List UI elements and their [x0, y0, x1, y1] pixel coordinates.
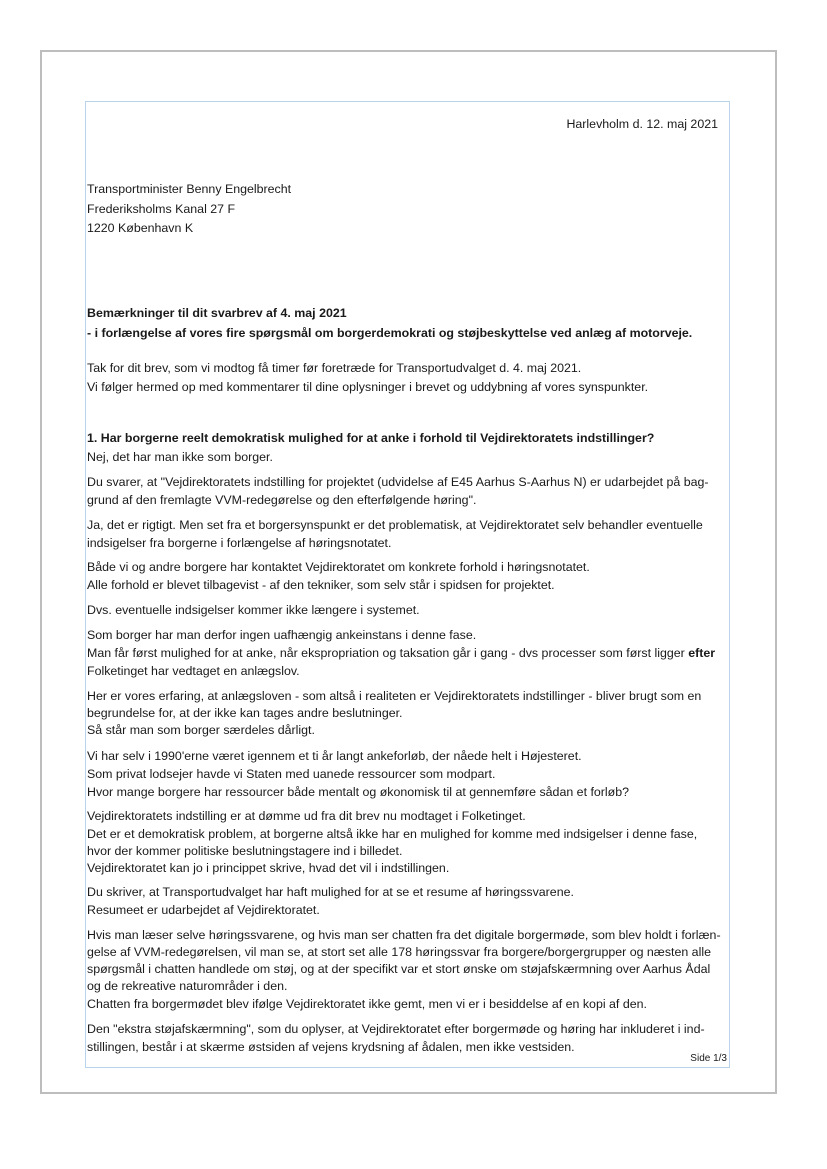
date-line: Harlevholm d. 12. maj 2021	[566, 117, 718, 131]
section-heading: 1. Har borgerne reelt demokratisk mulighed for at anke i forhold til Vejdirektoratets indstillinger?	[87, 431, 655, 445]
paragraph-6-line-2-text: Man får først mulighed for at anke, når ekspropriation og taksation går i gang - dvs processer som først ligger	[87, 646, 689, 660]
paragraph-5: Dvs. eventuelle indsigelser kommer ikke længere i systemet.	[87, 603, 420, 617]
paragraph-6-line-3: Folketinget har vedtaget en anlægslov.	[87, 664, 300, 678]
paragraph-8-line-3: Hvor mange borgere har ressourcer både mentalt og økonomisk til at gennemføre sådan et forløb?	[87, 785, 630, 799]
paragraph-4-line-2: Alle forhold er blevet tilbagevist - af den tekniker, som selv står i spidsen for projektet.	[87, 578, 555, 592]
paragraph-12-line-2: stillingen, består i at skærme østsiden af vejens krydsning af ådalen, men ikke vestsiden.	[87, 1040, 575, 1054]
paragraph-9-line-4: Vejdirektoratet kan jo i princippet skrive, hvad det vil i indstillingen.	[87, 861, 450, 875]
paragraph-11-line-2: gelse af VVM-redegørelsen, vil man se, at stort set alle 178 høringssvar fra borgere/borgergrupper og næsten alle	[87, 945, 711, 959]
recipient-city: 1220 København K	[87, 221, 194, 235]
paragraph-9-line-3: hvor der kommer politiske beslutningstagere ind i billedet.	[87, 844, 403, 858]
paragraph-12-line-1: Den "ekstra støjafskærmning", som du oplyser, at Vejdirektoratet efter borgermøde og høring har inkluderet i ind-	[87, 1022, 705, 1036]
intro-line-1: Tak for dit brev, som vi modtog få timer før foretræde for Transportudvalget d. 4. maj 2021.	[87, 361, 582, 375]
paragraph-11-line-5: Chatten fra borgermødet blev ifølge Vejdirektoratet ikke gemt, men vi er i besiddelse af en kopi af den.	[87, 997, 647, 1011]
intro-line-2: Vi følger hermed op med kommentarer til dine oplysninger i brevet og uddybning af vores synspunkter.	[87, 380, 649, 394]
paragraph-7-line-3: Så står man som borger særdeles dårligt.	[87, 723, 315, 737]
paragraph-7-line-1: Her er vores erfaring, at anlægsloven - som altså i realiteten er Vejdirektoratets indstillinger - bliver brugt som en	[87, 689, 702, 703]
subject-line-2: - i forlængelse af vores fire spørgsmål om borgerdemokrati og støjbeskyttelse ved anlæg af motorveje.	[87, 326, 693, 340]
page-number: Side 1/3	[690, 1053, 727, 1064]
paragraph-2-line-2: grund af den fremlagte VVM-redegørelse og den efterfølgende høring".	[87, 493, 477, 507]
paragraph-11-line-3: spørgsmål i chatten handlede om støj, og at der specifikt var et stort ønske om støjafskærmning over Aarhus Ådal	[87, 962, 711, 976]
paragraph-1: Nej, det har man ikke som borger.	[87, 450, 273, 464]
paragraph-8-line-2: Som privat lodsejer havde vi Staten med uanede ressourcer som modpart.	[87, 767, 496, 781]
paragraph-11-line-1: Hvis man læser selve høringssvarene, og hvis man ser chatten fra det digitale borgermøde, som blev holdt i forlæn-	[87, 928, 721, 942]
recipient-street: Frederiksholms Kanal 27 F	[87, 202, 236, 216]
paragraph-4-line-1: Både vi og andre borgere har kontaktet Vejdirektoratet om konkrete forhold i høringsnotatet.	[87, 560, 590, 574]
paragraph-8-line-1: Vi har selv i 1990'erne været igennem et ti år langt ankeforløb, der nåede helt i Højesteret.	[87, 749, 582, 763]
paragraph-6-line-1: Som borger har man derfor ingen uafhængig ankeinstans i denne fase.	[87, 628, 477, 642]
paragraph-10-line-1: Du skriver, at Transportudvalget har haft mulighed for at se et resume af høringssvarene.	[87, 885, 574, 899]
paragraph-10-line-2: Resumeet er udarbejdet af Vejdirektoratet.	[87, 903, 320, 917]
paragraph-9-line-1: Vejdirektoratets indstilling er at dømme ud fra dit brev nu modtaget i Folketinget.	[87, 809, 526, 823]
recipient-name: Transportminister Benny Engelbrecht	[87, 182, 292, 196]
emphasis-after: efter	[688, 646, 716, 660]
paragraph-3-line-1: Ja, det er rigtigt. Men set fra et borgersynspunkt er det problematisk, at Vejdirektoratet selv behandler eventuelle	[87, 518, 703, 532]
paragraph-6-line-2	[87, 645, 715, 662]
paragraph-3-line-2: indsigelser fra borgerne i forlængelse af høringsnotatet.	[87, 536, 392, 550]
paragraph-9-line-2: Det er et demokratisk problem, at borgerne altså ikke har en mulighed for komme med indsigelser i denne fase,	[87, 827, 698, 841]
paragraph-11-line-4: og de rekreative naturområder i den.	[87, 979, 288, 993]
subject-line-1: Bemærkninger til dit svarbrev af 4. maj 2021	[87, 306, 347, 320]
paragraph-2-line-1: Du svarer, at "Vejdirektoratets indstilling for projektet (udvidelse af E45 Aarhus S-Aarhus N) er udarbejdet på bag-	[87, 475, 709, 489]
paragraph-7-line-2: begrundelse for, at der ikke kan tages andre beslutninger.	[87, 706, 403, 720]
